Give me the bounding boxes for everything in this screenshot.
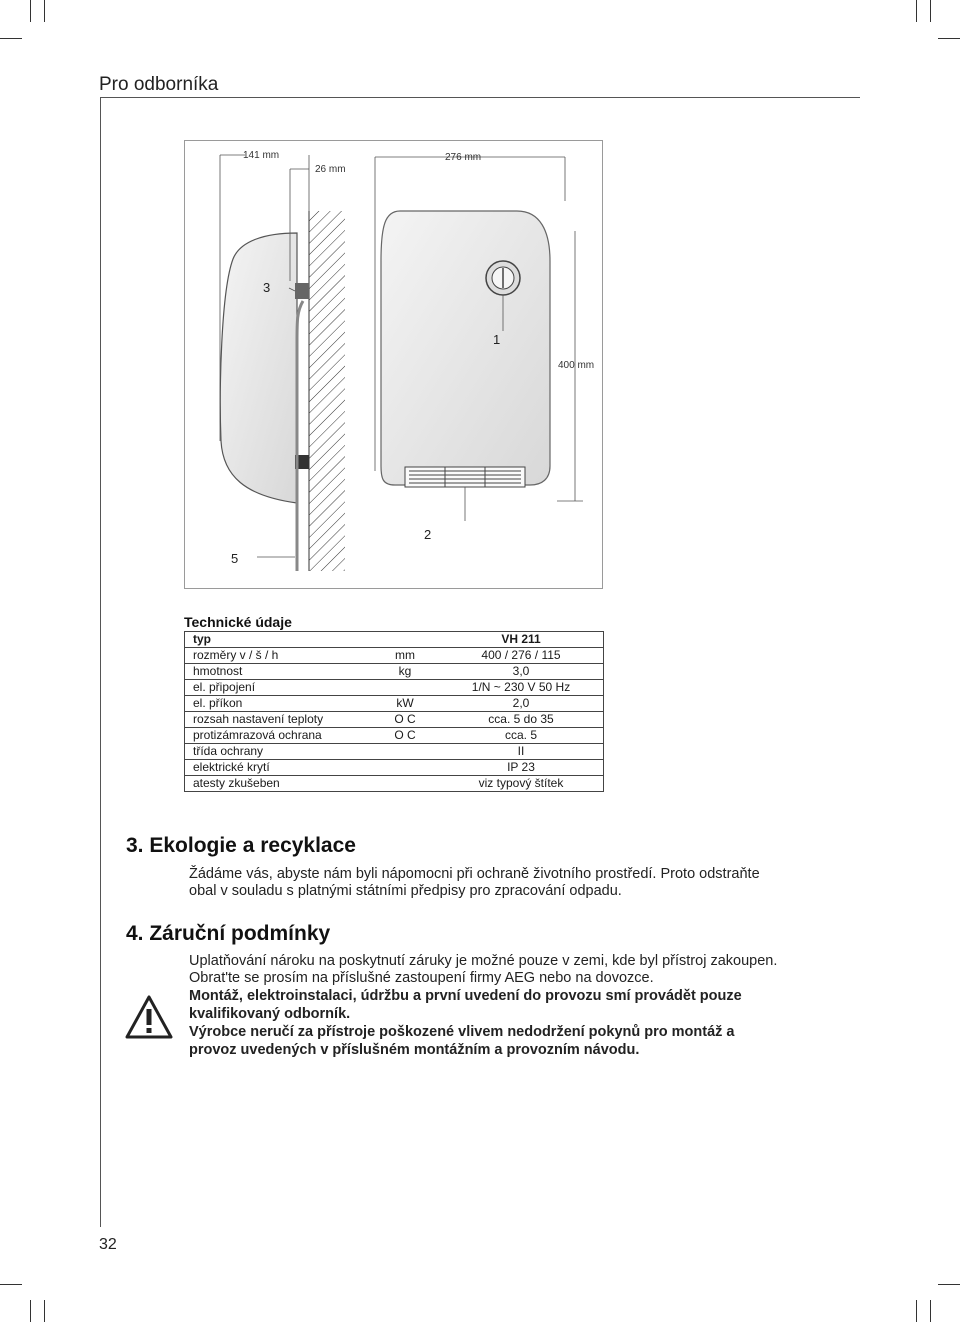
- row-label: hmotnost: [185, 664, 372, 680]
- row-label: elektrické krytí: [185, 760, 372, 776]
- row-unit: [371, 632, 439, 648]
- crop-mark: [30, 1300, 31, 1322]
- crop-mark: [44, 0, 45, 22]
- row-unit: kW: [371, 696, 439, 712]
- crop-mark: [938, 1284, 960, 1285]
- dimension-400: 400 mm: [558, 360, 595, 371]
- dimension-26: 26 mm: [315, 164, 346, 175]
- row-value: cca. 5: [439, 728, 604, 744]
- row-unit: kg: [371, 664, 439, 680]
- row-value: 1/N ~ 230 V 50 Hz: [439, 680, 604, 696]
- row-value: II: [439, 744, 604, 760]
- header-rule: [100, 97, 860, 98]
- row-unit: [371, 760, 439, 776]
- heater-drawing: [185, 141, 604, 590]
- crop-mark: [938, 38, 960, 39]
- crop-mark: [0, 1284, 22, 1285]
- section-4-warning-line-2: kvalifikovaný odborník.: [189, 1006, 351, 1022]
- section-4-warning-line-3: Výrobce neručí za přístroje poškozené vlivem nedodržení pokynů pro montáž a: [189, 1024, 735, 1040]
- row-value: cca. 5 do 35: [439, 712, 604, 728]
- row-unit: [371, 776, 439, 792]
- dimension-276: 276 mm: [445, 152, 482, 163]
- table-row: [185, 648, 604, 664]
- row-unit: [371, 680, 439, 696]
- technical-data-title: Technické údaje: [184, 614, 292, 630]
- warning-triangle-icon: [124, 994, 174, 1045]
- table-row: [185, 632, 604, 648]
- row-unit: O C: [371, 728, 439, 744]
- row-label: el. příkon: [185, 696, 372, 712]
- row-label: rozměry v / š / h: [185, 648, 372, 664]
- table-row: [185, 776, 604, 792]
- wall-hatch: [309, 211, 345, 571]
- dimension-141: 141 mm: [243, 150, 280, 161]
- section-4-text-line-1: Uplatňování nároku na poskytnutí záruky je možné pouze v zemi, kde byl přístroj zakoupen.: [189, 953, 778, 969]
- table-row: [185, 760, 604, 776]
- row-label: třída ochrany: [185, 744, 372, 760]
- row-label: protizámrazová ochrana: [185, 728, 372, 744]
- row-unit: mm: [371, 648, 439, 664]
- crop-mark: [930, 0, 931, 22]
- row-value: VH 211: [439, 632, 604, 648]
- callout-3: 3: [263, 280, 271, 295]
- heater-side-view: [220, 233, 297, 503]
- crop-mark: [44, 1300, 45, 1322]
- table-row: [185, 728, 604, 744]
- section-3-heading: 3. Ekologie a recyklace: [126, 834, 356, 857]
- callout-5: 5: [231, 551, 239, 566]
- technical-data-table: [184, 631, 604, 792]
- crop-mark: [30, 0, 31, 22]
- heater-front-view: [381, 211, 550, 485]
- row-label: atesty zkušeben: [185, 776, 372, 792]
- section-4-text-line-2: Obrat'te se prosím na příslušné zastoupení firmy AEG nebo na dovozce.: [189, 970, 654, 986]
- table-row: [185, 664, 604, 680]
- row-value: viz typový štítek: [439, 776, 604, 792]
- table-row: [185, 712, 604, 728]
- row-value: 2,0: [439, 696, 604, 712]
- callout-2: 2: [424, 527, 432, 542]
- table-row: [185, 744, 604, 760]
- row-unit: O C: [371, 712, 439, 728]
- row-label: el. připojení: [185, 680, 372, 696]
- upper-bracket: [295, 283, 309, 299]
- heater-dimension-figure: [184, 140, 603, 589]
- page-number: 32: [99, 1236, 117, 1253]
- row-value: 400 / 276 / 115: [439, 648, 604, 664]
- crop-mark: [916, 1300, 917, 1322]
- crop-mark: [916, 0, 917, 22]
- row-value: 3,0: [439, 664, 604, 680]
- row-label: typ: [185, 632, 372, 648]
- margin-rule: [100, 97, 101, 1227]
- row-label: rozsah nastavení teploty: [185, 712, 372, 728]
- table-row: [185, 696, 604, 712]
- row-value: IP 23: [439, 760, 604, 776]
- crop-mark: [0, 38, 22, 39]
- callout-1: 1: [493, 332, 501, 347]
- section-3-text-line-2: obal v souladu s platnými státními předpisy pro zpracování odpadu.: [189, 883, 622, 899]
- row-unit: [371, 744, 439, 760]
- section-4-warning-line-1: Montáž, elektroinstalaci, údržbu a první uvedení do provozu smí provádět pouze: [189, 988, 742, 1004]
- air-outlet-grille: [405, 467, 525, 487]
- section-4-warning-line-4: provoz uvedených v příslušném montážním a provozním návodu.: [189, 1042, 640, 1058]
- section-4-heading: 4. Záruční podmínky: [126, 922, 331, 945]
- page-title: Pro odborníka: [99, 74, 219, 95]
- section-3-text-line-1: Žádáme vás, abyste nám byli nápomocni při ochraně životního prostředí. Proto odstraňte: [189, 866, 760, 882]
- table-row: [185, 680, 604, 696]
- crop-mark: [930, 1300, 931, 1322]
